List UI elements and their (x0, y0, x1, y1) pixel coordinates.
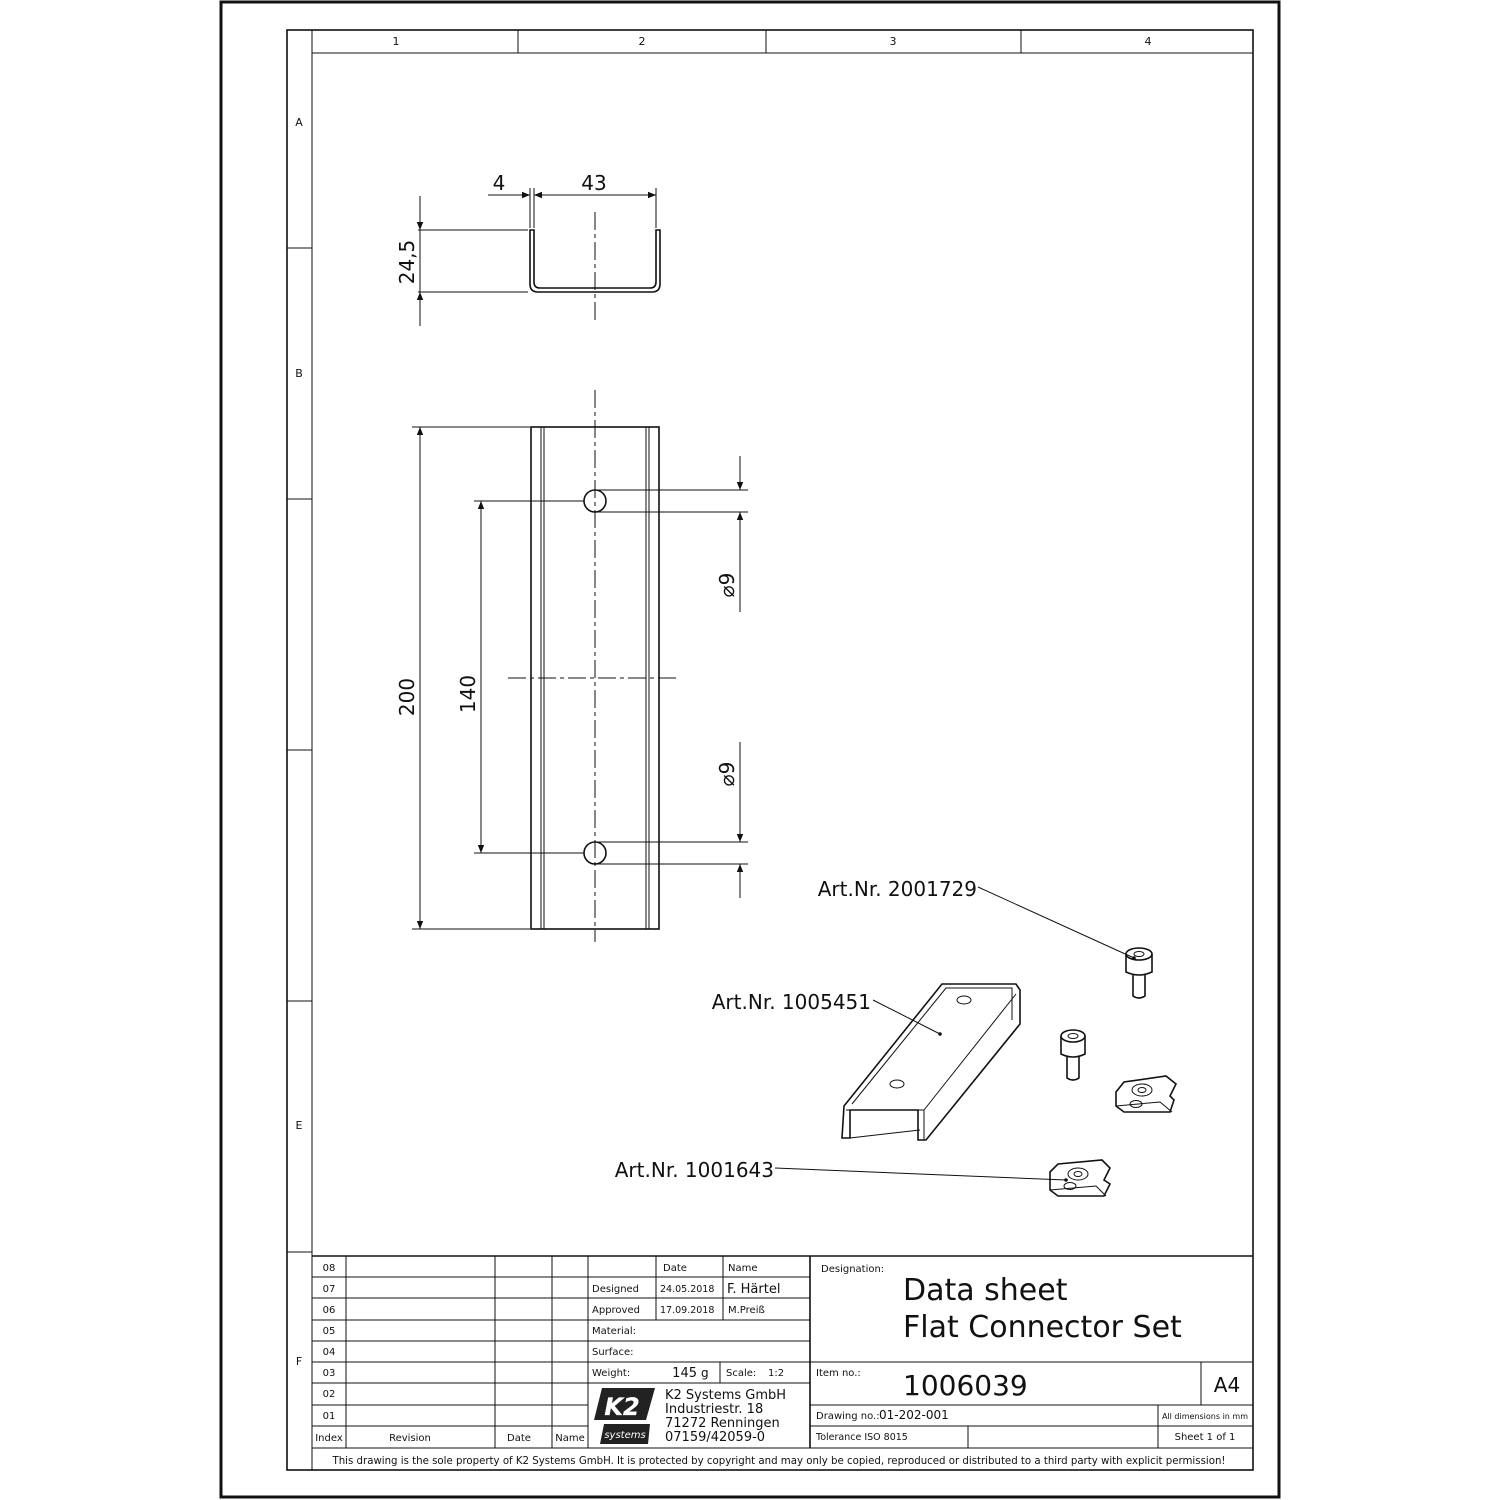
scale-value: 1:2 (768, 1368, 785, 1379)
designed-name: F. Härtel (727, 1282, 781, 1297)
revision-header-name: Name (555, 1433, 585, 1444)
revision-row-04: 04 (322, 1347, 336, 1358)
approved-date: 17.09.2018 (660, 1305, 715, 1316)
row-label-e: E (295, 1119, 303, 1132)
column-label-2: 2 (638, 35, 646, 48)
designed-date: 24.05.2018 (660, 1284, 715, 1295)
designation-label: Designation: (821, 1264, 885, 1275)
revision-row-07: 07 (322, 1284, 336, 1295)
revision-header-date: Date (507, 1433, 531, 1444)
revision-row-06: 06 (322, 1305, 336, 1316)
revision-row-05: 05 (322, 1326, 336, 1337)
revision-header-revision: Revision (389, 1433, 431, 1444)
dim-hole-spacing: 140 (456, 674, 480, 714)
revision-row-08: 08 (322, 1263, 336, 1274)
row-ruler (287, 116, 312, 1368)
row-label-b: B (295, 367, 303, 380)
approved-name: M.Preiß (728, 1305, 765, 1316)
screw-isometric-1 (1126, 948, 1152, 998)
clamp-nut-isometric-1 (1116, 1076, 1176, 1112)
callout-screw: Art.Nr. 2001729 (817, 877, 977, 901)
logo-systems: systems (604, 1430, 646, 1441)
surface-label: Surface: (592, 1347, 634, 1358)
drawing-no: 01-202-001 (879, 1408, 949, 1422)
isometric-assembly (615, 877, 1176, 1196)
logo-k2: K2 (604, 1393, 640, 1421)
units-note: All dimensions in mm (1161, 1412, 1249, 1421)
revision-row-01: 01 (322, 1411, 336, 1422)
clamp-nut-isometric-2 (1050, 1160, 1110, 1196)
approval-date-header: Date (663, 1263, 687, 1274)
revision-header-index: Index (315, 1433, 343, 1444)
designed-label: Designed (592, 1284, 640, 1295)
company-logo (594, 1388, 655, 1444)
tolerance-note: Tolerance ISO 8015 (816, 1432, 908, 1443)
dim-profile-height: 24,5 (395, 239, 419, 285)
company-city: 71272 Renningen (665, 1416, 780, 1431)
scale-label: Scale: (726, 1368, 757, 1379)
top-view (395, 390, 748, 942)
title-block (312, 1256, 1253, 1467)
dim-hole-diameter-bottom: ⌀9 (715, 761, 739, 787)
revision-row-03: 03 (322, 1368, 336, 1379)
item-no-label: Item no.: (816, 1368, 861, 1379)
company-street: Industriestr. 18 (665, 1402, 764, 1417)
approved-label: Approved (592, 1305, 640, 1316)
column-label-4: 4 (1144, 35, 1152, 48)
weight-unit: g (701, 1366, 709, 1380)
callout-rail: Art.Nr. 1005451 (711, 990, 871, 1014)
drawing-no-label: Drawing no.: (816, 1411, 880, 1422)
column-label-3: 3 (889, 35, 897, 48)
title-line-2: Flat Connector Set (903, 1310, 1182, 1345)
company-name: K2 Systems GmbH (665, 1388, 787, 1403)
sheet-count: Sheet 1 of 1 (1174, 1432, 1236, 1443)
weight-label: Weight: (592, 1368, 631, 1379)
column-ruler (312, 30, 1253, 1470)
dim-length: 200 (395, 677, 419, 717)
section-view (395, 171, 660, 326)
weight-value: 145 (672, 1366, 697, 1381)
screw-isometric-2 (1061, 1030, 1085, 1080)
dim-hole-diameter-top: ⌀9 (715, 572, 739, 598)
revision-row-02: 02 (322, 1389, 336, 1400)
dim-inner-width: 43 (581, 171, 607, 195)
row-label-a: A (295, 116, 303, 129)
revision-table (312, 1256, 588, 1448)
item-no: 1006039 (903, 1369, 1028, 1402)
paper-format: A4 (1213, 1373, 1241, 1397)
copyright-footer: This drawing is the sole property of K2 Systems GmbH. It is protected by copyright and may only be copied, reproduced or distributed to a third party with explicit permission! (332, 1456, 1226, 1467)
callout-clamp: Art.Nr. 1001643 (614, 1158, 774, 1182)
dim-wall-thickness: 4 (492, 171, 506, 195)
approval-name-header: Name (728, 1263, 758, 1274)
drawing-frame (287, 30, 1253, 1470)
title-line-1: Data sheet (903, 1273, 1068, 1308)
column-label-1: 1 (392, 35, 400, 48)
row-label-f: F (295, 1355, 303, 1368)
company-phone: 07159/42059-0 (665, 1430, 766, 1445)
material-label: Material: (592, 1326, 636, 1337)
